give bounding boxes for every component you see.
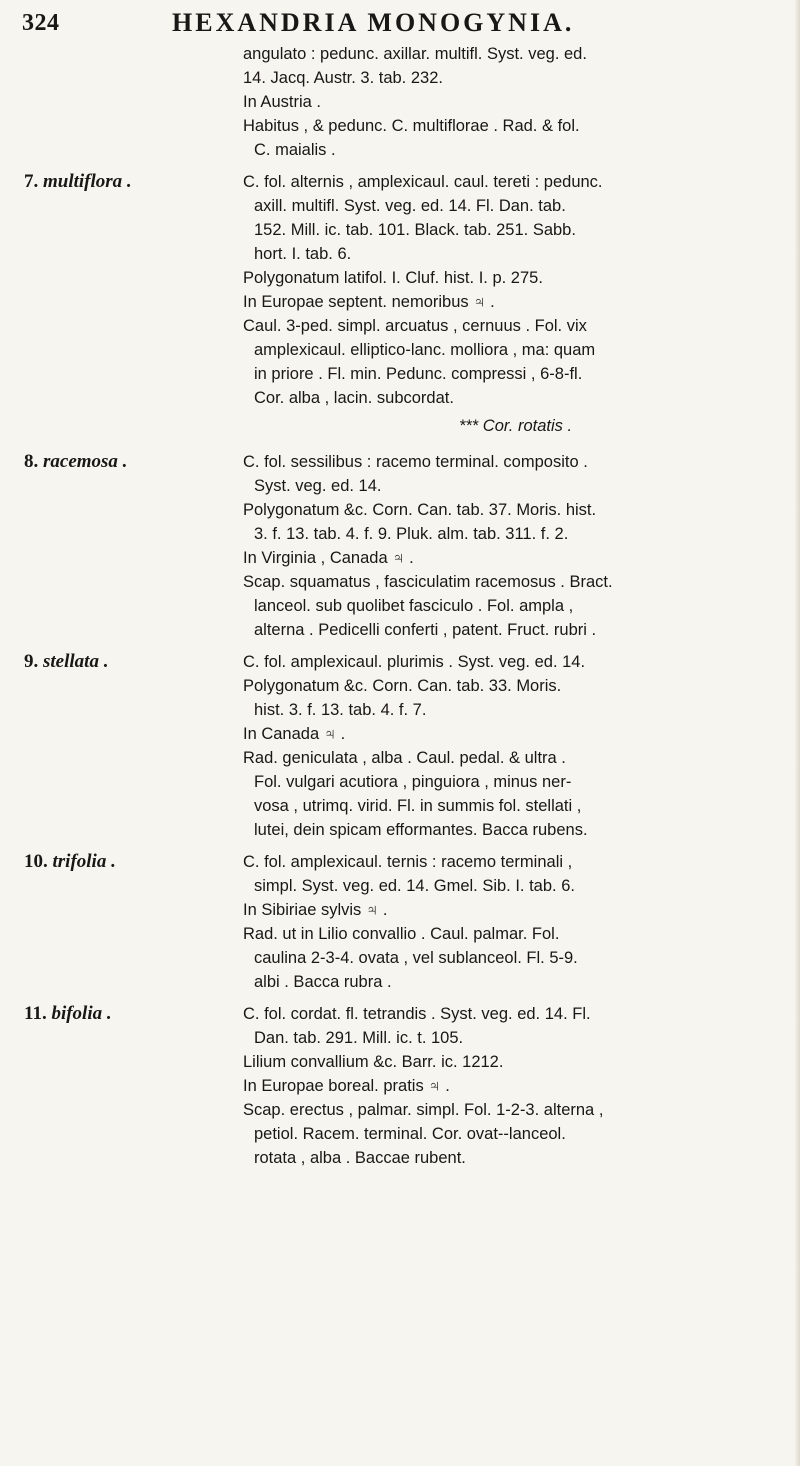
text-line: alterna . Pedicelli conferti , patent. Fruct. rubri .: [254, 621, 597, 639]
species-label: [24, 170, 264, 194]
text-line: Polygonatum &c. Corn. Can. tab. 37. Moris. hist.: [243, 501, 597, 519]
text-line: C. fol. alternis , amplexicaul. caul. tereti : pedunc.: [243, 173, 603, 191]
page-header: [22, 8, 780, 38]
species-label: [24, 850, 264, 874]
text-line: C. maialis .: [254, 141, 336, 159]
text-line: caulina 2-3-4. ovata , vel sublanceol. Fl. 5-9.: [254, 949, 578, 967]
continuation-block: [0, 42, 800, 162]
text-line: In Canada ♃ .: [243, 725, 346, 743]
text-line: Lilium convallium &c. Barr. ic. 1212.: [243, 1053, 504, 1071]
text-line: axill. multifl. Syst. veg. ed. 14. Fl. Dan. tab.: [254, 197, 566, 215]
species-label: [24, 650, 264, 674]
text-line: petiol. Racem. terminal. Cor. ovat--lanceol.: [254, 1125, 566, 1143]
text-line: vosa , utrimq. virid. Fl. in summis fol. stellati ,: [254, 797, 582, 815]
page-number: 324: [22, 10, 60, 36]
species-entries: [0, 42, 800, 1178]
species-entry-racemosa: [0, 450, 800, 642]
text-line: 3. f. 13. tab. 4. f. 9. Pluk. alm. tab. 311. f. 2.: [254, 525, 569, 543]
species-name: multiflora .: [43, 171, 132, 192]
species-number: 11.: [24, 1003, 47, 1024]
text-line: Fol. vulgari acutiora , pinguiora , minus ner-: [254, 773, 572, 791]
text-line: albi . Bacca rubra .: [254, 973, 392, 991]
text-line: Polygonatum latifol. I. Cluf. hist. I. p. 275.: [243, 269, 543, 287]
species-entry-trifolia: [0, 850, 800, 994]
text-line: In Sibiriae sylvis ♃ .: [243, 901, 388, 919]
text-line: C. fol. amplexicaul. plurimis . Syst. veg. ed. 14.: [243, 653, 586, 671]
text-line: C. fol. sessilibus : racemo terminal. composito .: [243, 453, 588, 471]
species-entry-bifolia: [0, 1002, 800, 1170]
species-name: bifolia .: [51, 1003, 112, 1024]
text-line: amplexicaul. elliptico-lanc. molliora , ma: quam: [254, 341, 596, 359]
species-number: 8.: [24, 451, 39, 472]
section-note: *** Cor. rotatis .: [458, 417, 573, 435]
species-description: [243, 450, 788, 642]
text-line: in priore . Fl. min. Pedunc. compressi , 6-8-fl.: [254, 365, 583, 383]
text-line: In Europae boreal. pratis ♃ .: [243, 1077, 450, 1095]
text-line: Habitus , & pedunc. C. multiflorae . Rad. & fol.: [243, 117, 580, 135]
text-line: hort. I. tab. 6.: [254, 245, 352, 263]
species-entry-multiflora: [0, 170, 800, 442]
species-label: [24, 450, 264, 474]
species-name: racemosa .: [43, 451, 128, 472]
species-description: [243, 650, 788, 842]
text-line: Rad. ut in Lilio convallio . Caul. palmar. Fol.: [243, 925, 560, 943]
species-number: 10.: [24, 851, 48, 872]
species-description: [243, 170, 788, 442]
text-line: lanceol. sub quolibet fasciculo . Fol. ampla ,: [254, 597, 574, 615]
page-edge-shadow: [794, 0, 800, 1466]
text-line: Scap. erectus , palmar. simpl. Fol. 1-2-3. alterna ,: [243, 1101, 604, 1119]
text-line: simpl. Syst. veg. ed. 14. Gmel. Sib. I. tab. 6.: [254, 877, 575, 895]
text-line: In Europae septent. nemoribus ♃ .: [243, 293, 495, 311]
text-line: C. fol. amplexicaul. ternis : racemo terminali ,: [243, 853, 573, 871]
text-line: lutei, dein spicam efformantes. Bacca rubens.: [254, 821, 588, 839]
text-line: angulato : pedunc. axillar. multifl. Syst. veg. ed.: [243, 45, 587, 63]
text-line: Syst. veg. ed. 14.: [254, 477, 382, 495]
continuation-text: [243, 42, 788, 162]
species-name: trifolia .: [52, 851, 116, 872]
text-line: hist. 3. f. 13. tab. 4. f. 7.: [254, 701, 427, 719]
text-line: rotata , alba . Baccae rubent.: [254, 1149, 466, 1167]
text-line: Scap. squamatus , fasciculatim racemosus . Bract.: [243, 573, 613, 591]
species-label: [24, 1002, 264, 1026]
text-line: 14. Jacq. Austr. 3. tab. 232.: [243, 69, 443, 87]
species-entry-stellata: [0, 650, 800, 842]
running-title: HEXANDRIA MONOGYNIA.: [172, 8, 575, 37]
species-number: 7.: [24, 171, 39, 192]
text-line: 152. Mill. ic. tab. 101. Black. tab. 251. Sabb.: [254, 221, 576, 239]
species-name: stellata .: [43, 651, 109, 672]
species-number: 9.: [24, 651, 39, 672]
text-line: In Austria .: [243, 93, 321, 111]
text-line: Cor. alba , lacin. subcordat.: [254, 389, 454, 407]
text-line: Dan. tab. 291. Mill. ic. t. 105.: [254, 1029, 464, 1047]
text-line: In Virginia , Canada ♃ .: [243, 549, 414, 567]
text-line: Caul. 3-ped. simpl. arcuatus , cernuus . Fol. vix: [243, 317, 587, 335]
species-description: [243, 1002, 788, 1170]
species-description: [243, 850, 788, 994]
text-line: Rad. geniculata , alba . Caul. pedal. & ultra .: [243, 749, 566, 767]
text-line: C. fol. cordat. fl. tetrandis . Syst. veg. ed. 14. Fl.: [243, 1005, 591, 1023]
text-line: Polygonatum &c. Corn. Can. tab. 33. Moris.: [243, 677, 562, 695]
